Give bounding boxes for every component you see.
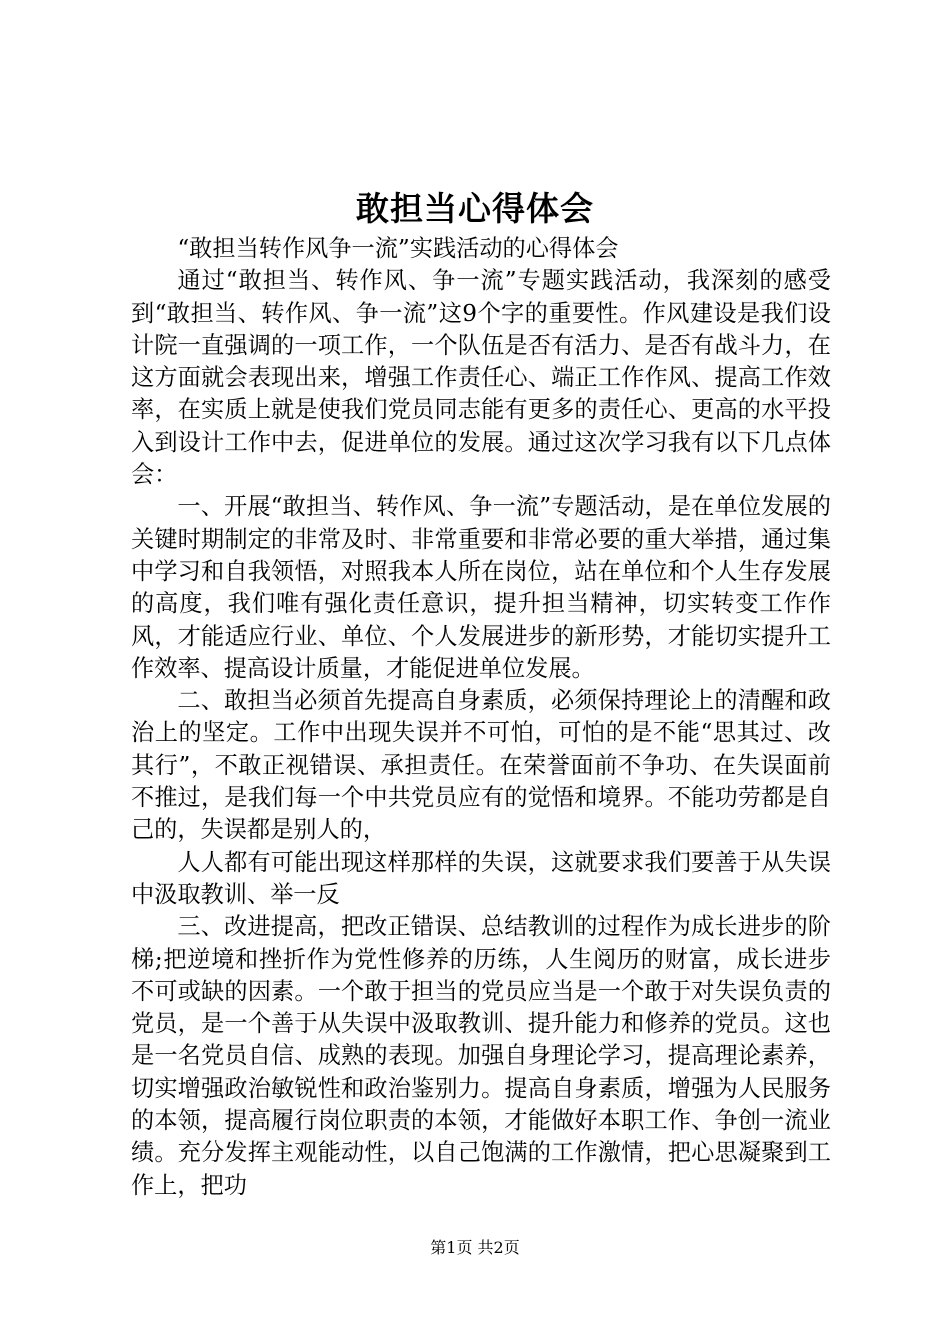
body-paragraph: 通过“敢担当、转作风、争一流”专题实践活动，我深刻的感受到“敢担当、转作风、争一流”这9个字的重要性。作风建设是我们设计院一直强调的一项工作，一个队伍是否有活力、是否有战斗力，在这方面就会表现出来，增强工作责任心、端正工作作风、提高工作效率，在实质上就是使我们党员同志能有更多的责任心、更高的水平投入到设计工作中去，促进单位的发展。通过这次学习我有以下几点体会：: [131, 267, 831, 489]
document-subtitle: “敢担当转作风争一流”实践活动的心得体会: [177, 235, 619, 262]
document-title: 敢担当心得体会: [356, 189, 594, 228]
document-body: [131, 233, 831, 1202]
page-number-footer: 第1页 共2页: [430, 1238, 520, 1257]
body-paragraph: 三、改进提高，把改正错误、总结教训的过程作为成长进步的阶梯;把逆境和挫折作为党性修养的历练，人生阅历的财富，成长进步不可或缺的因素。一个敢于担当的党员应当是一个敢于对失误负责的党员，是一个善于从失误中汲取教训、提升能力和修养的党员。这也是一名党员自信、成熟的表现。加强自身理论学习，提高理论素养，切实增强政治敏锐性和政治鉴别力。提高自身素质，增强为人民服务的本领，提高履行岗位职责的本领，才能做好本职工作、争创一流业绩。充分发挥主观能动性，以自己饱满的工作激情，把心思凝聚到工作上，把功: [131, 913, 831, 1199]
body-paragraph: 二、敢担当必须首先提高自身素质，必须保持理论上的清醒和政治上的坚定。工作中出现失误并不可怕，可怕的是不能“思其过、改其行”，不敢正视错误、承担责任。在荣誉面前不争功、在失误面前不推过，是我们每一个中共党员应有的觉悟和境界。不能功劳都是自己的，失误都是别人的，: [131, 687, 831, 844]
body-paragraph: 一、开展“敢担当、转作风、争一流”专题活动，是在单位发展的关键时期制定的非常及时、非常重要和非常必要的重大举措，通过集中学习和自我领悟，对照我本人所在岗位，站在单位和个人生存发展的高度，我们唯有强化责任意识，提升担当精神，切实转变工作作风，才能适应行业、单位、个人发展进步的新形势，才能切实提升工作效率、提高设计质量，才能促进单位发展。: [131, 493, 831, 682]
body-paragraph: 人人都有可能出现这样那样的失误，这就要求我们要善于从失误中汲取教训、举一反: [131, 848, 831, 908]
